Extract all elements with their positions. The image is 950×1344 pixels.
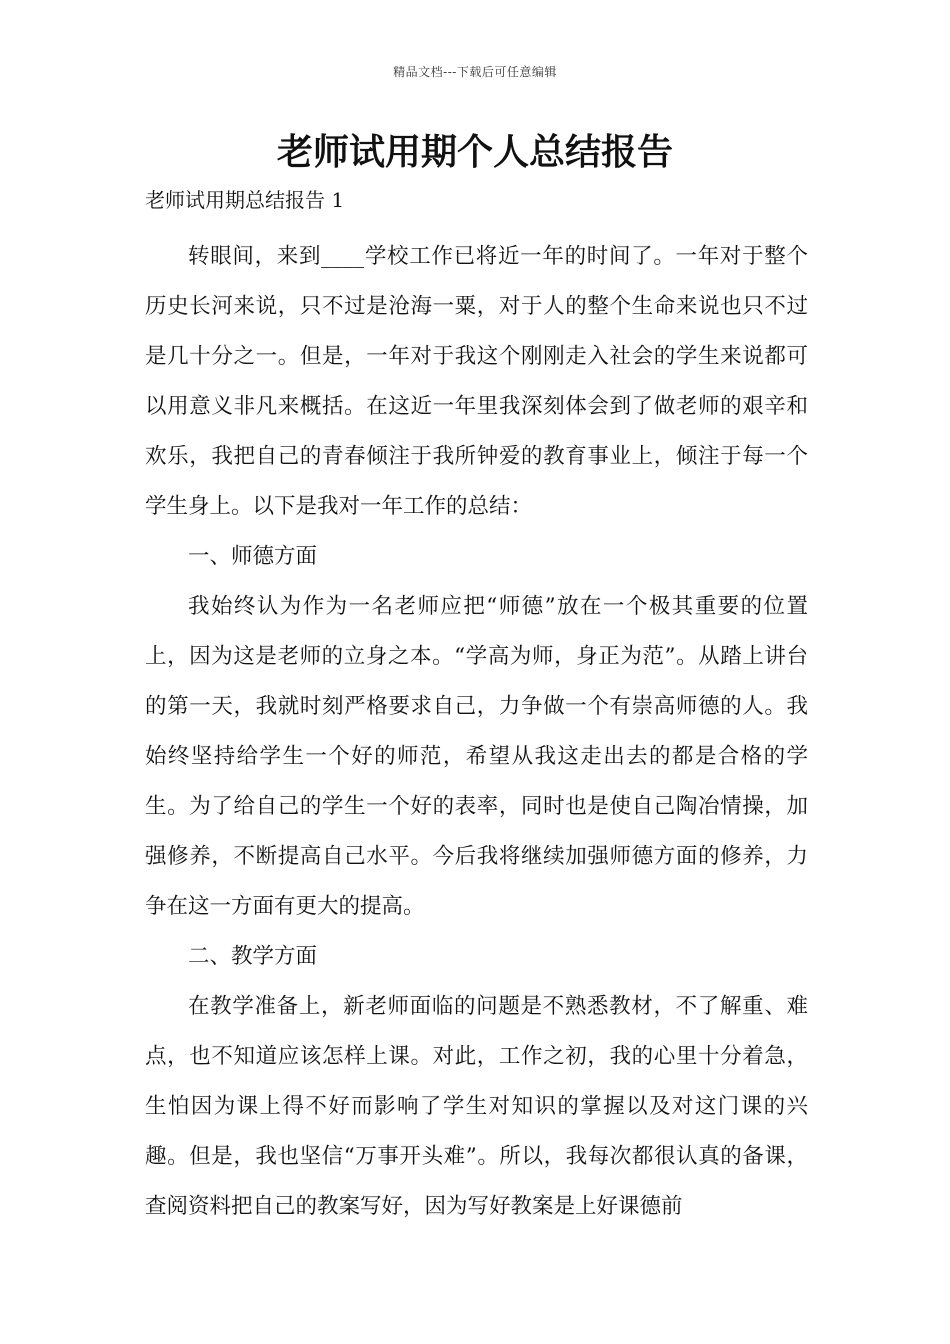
document-title: 老师试用期个人总结报告	[276, 131, 673, 173]
document-subtitle: 老师试用期总结报告 1	[145, 188, 345, 212]
header-note: 精品文档---下载后可任意编辑	[393, 65, 557, 79]
document-body	[145, 232, 808, 1232]
paragraph-intro: 转眼间，来到____学校工作已将近一年的时间了。一年对于整个历史长河来说，只不过是沧海一粟，对于人的整个生命来说也只不过是几十分之一。但是，一年对于我这个刚刚走入社会的学生来说都可以用意义非凡来概括。在这近一年里我深刻体会到了做老师的艰辛和欢乐，我把自己的青春倾注于我所钟爱的教育事业上，倾注于每一个学生身上。以下是我对一年工作的总结：	[145, 244, 808, 519]
section-heading-ethics: 一、师德方面	[188, 544, 318, 569]
section-heading-teaching: 二、教学方面	[188, 944, 318, 969]
paragraph-teaching: 在教学准备上，新老师面临的问题是不熟悉教材，不了解重、难点，也不知道应该怎样上课。对此，工作之初，我的心里十分着急，生怕因为课上得不好而影响了学生对知识的掌握以及对这门课的兴趣。但是，我也坚信“万事开头难”。所以，我每次都很认真的备课，查阅资料把自己的教案写好，因为写好教案是上好课德前	[145, 994, 808, 1219]
paragraph-ethics: 我始终认为作为一名老师应把“师德”放在一个极其重要的位置上，因为这是老师的立身之本。“学高为师，身正为范”。从踏上讲台的第一天，我就时刻严格要求自己，力争做一个有崇高师德的人。我始终坚持给学生一个好的师范，希望从我这走出去的都是合格的学生。为了给自己的学生一个好的表率，同时也是使自己陶冶情操，加强修养，不断提高自己水平。今后我将继续加强师德方面的修养，力争在这一方面有更大的提高。	[145, 594, 808, 919]
